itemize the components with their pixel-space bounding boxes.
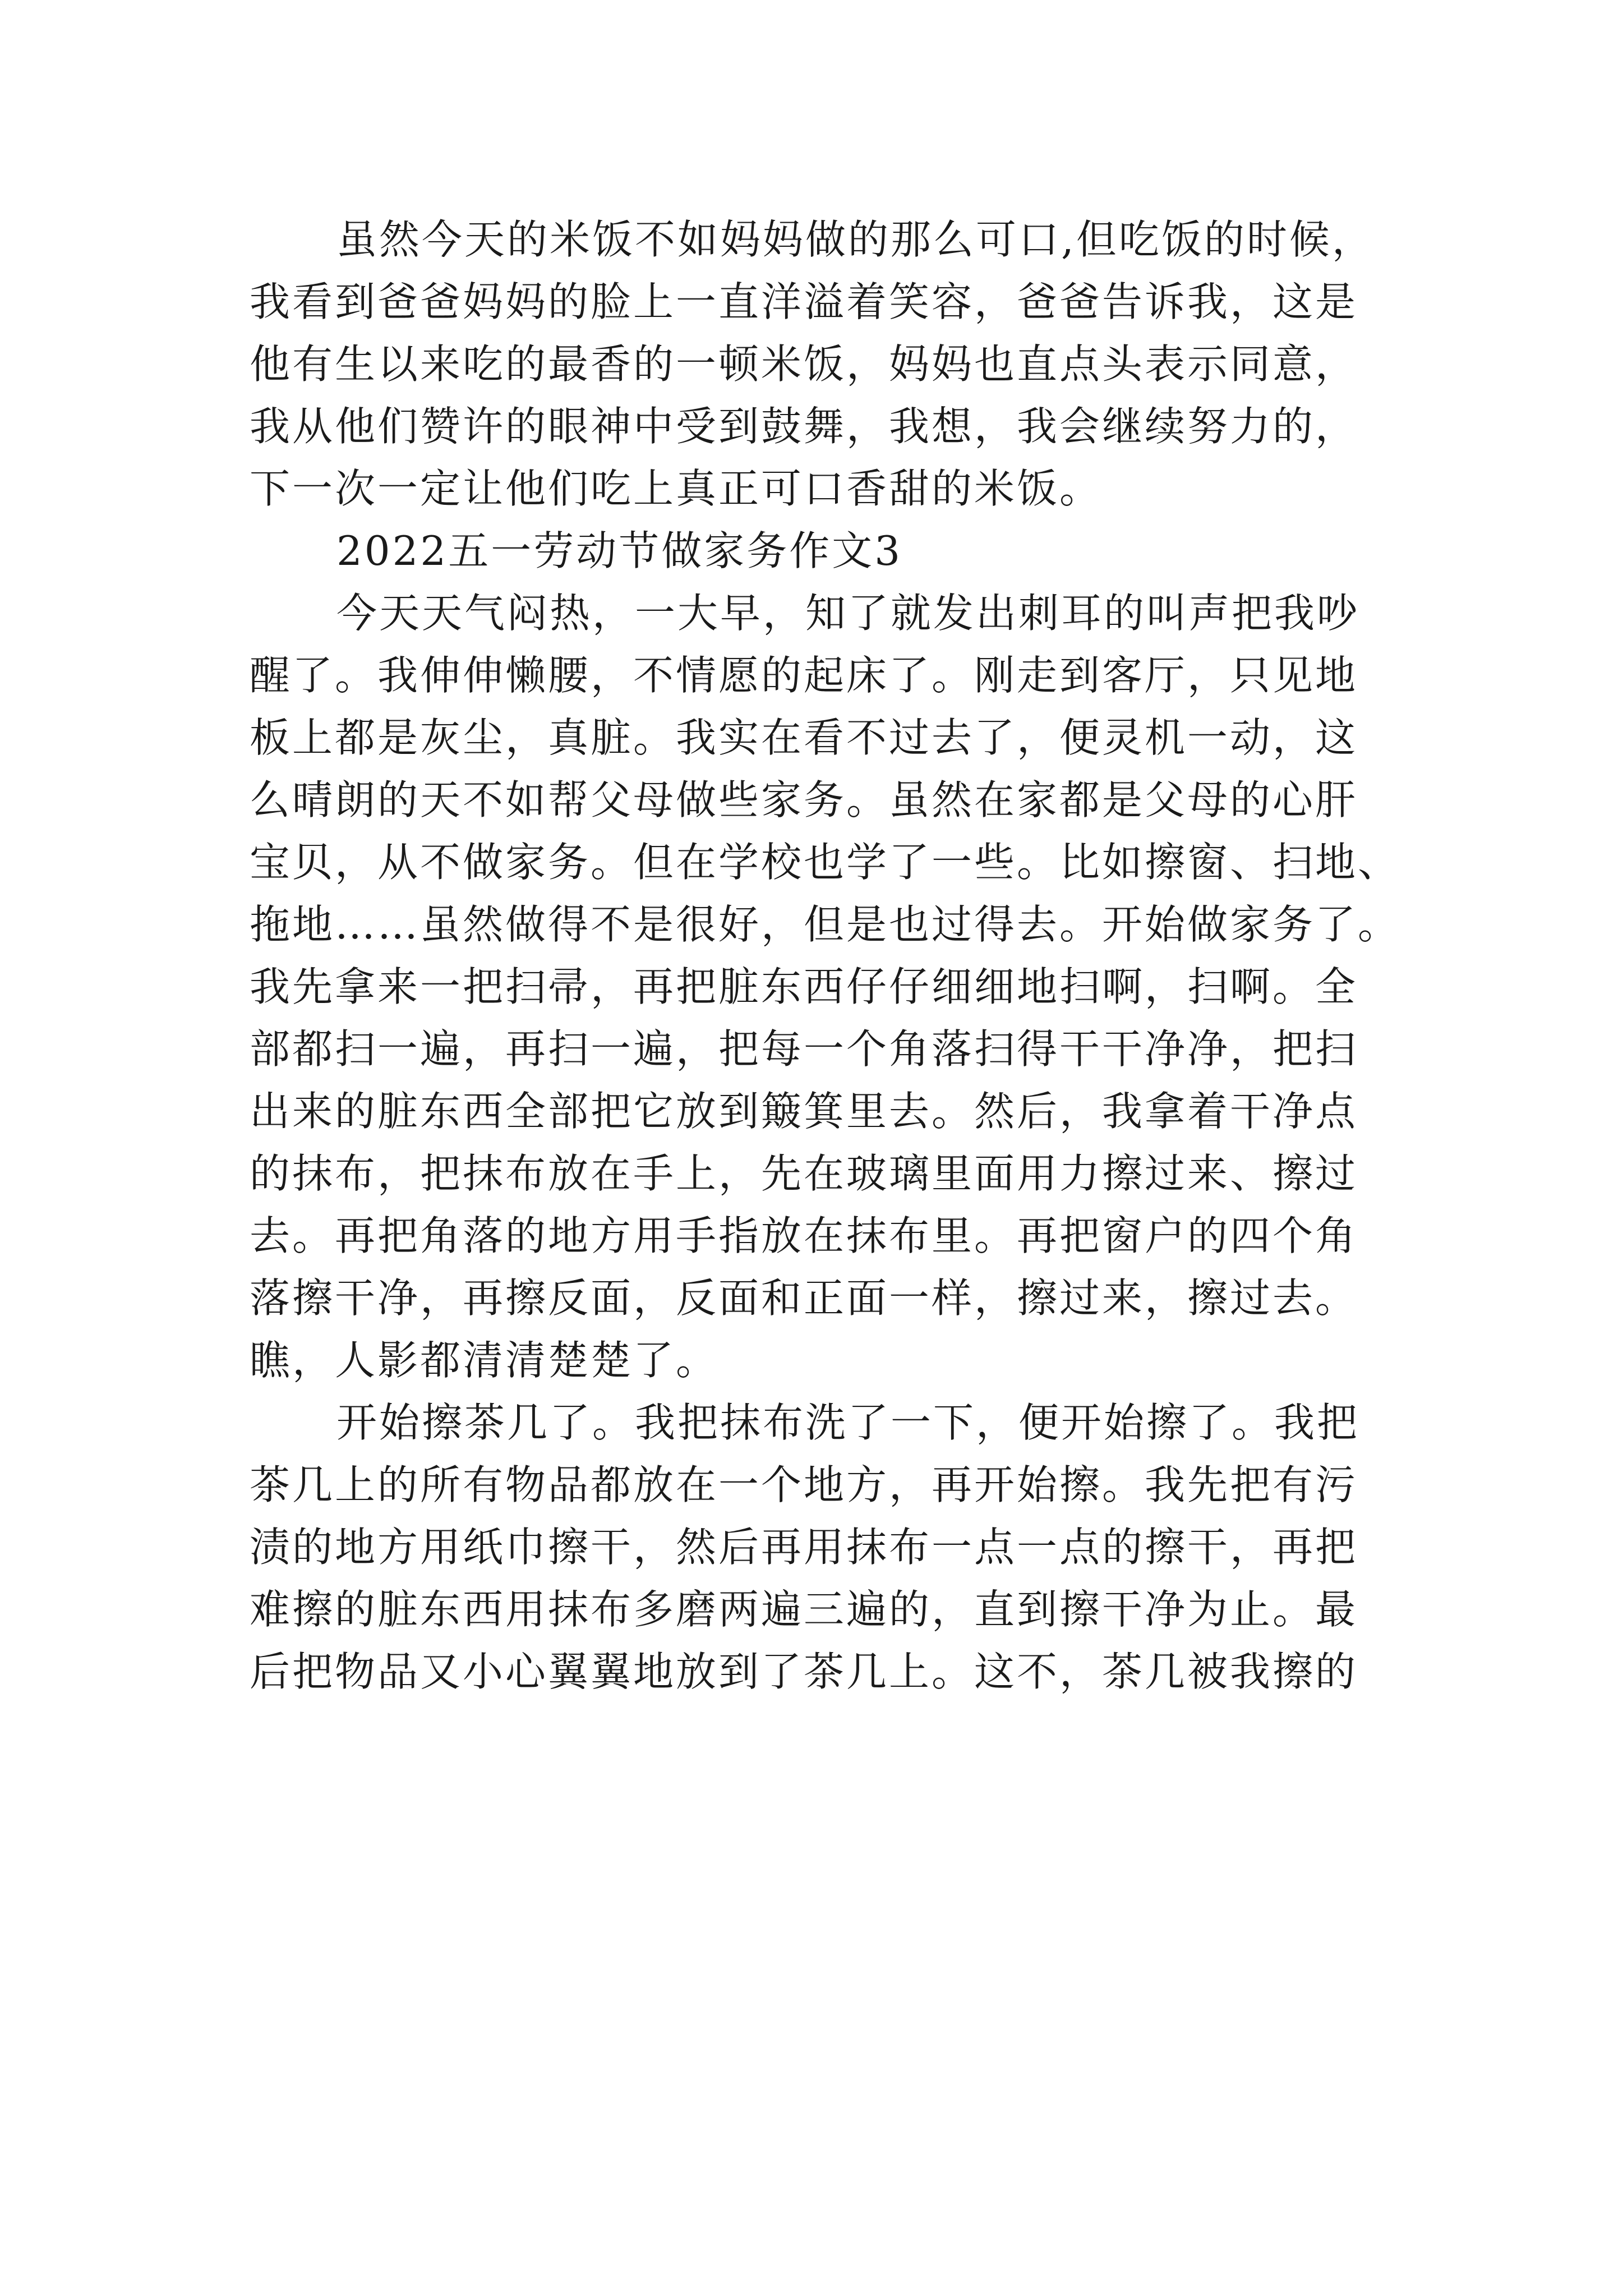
text-line: 我看到爸爸妈妈的脸上一直洋溢着笑容，爸爸告诉我，这是 — [250, 278, 1358, 325]
text-line: 醒了。我伸伸懒腰，不情愿的起床了。刚走到客厅，只见地 — [250, 652, 1358, 699]
text-line: 我先拿来一把扫帚，再把脏东西仔仔细细地扫啊，扫啊。全 — [250, 963, 1358, 1010]
text-line: 茶几上的所有物品都放在一个地方，再开始擦。我先把有污 — [250, 1461, 1358, 1508]
text-line: 他有生以来吃的最香的一顿米饭，妈妈也直点头表示同意， — [250, 341, 1358, 388]
text-line: 落擦干净，再擦反面，反面和正面一样，擦过来，擦过去。 — [250, 1274, 1358, 1322]
text-line: 下一次一定让他们吃上真正可口香甜的米饭。 — [250, 465, 1103, 512]
text-line: 去。再把角落的地方用手指放在抹布里。再把窗户的四个角 — [250, 1212, 1358, 1259]
text-line: 难擦的脏东西用抹布多磨两遍三遍的，直到擦干净为止。最 — [250, 1586, 1358, 1633]
text-line: 板上都是灰尘，真脏。我实在看不过去了，便灵机一动，这 — [250, 714, 1358, 761]
text-line: 开始擦茶几了。我把抹布洗了一下，便开始擦了。我把 — [336, 1399, 1360, 1446]
text-line: 我从他们赞许的眼神中受到鼓舞，我想，我会继续努力的， — [250, 403, 1358, 450]
text-line: 宝贝，从不做家务。但在学校也学了一些。比如擦窗、扫地、 — [250, 839, 1401, 886]
text-line: 虽然今天的米饭不如妈妈做的那么可口,但吃饭的时候， — [336, 216, 1375, 263]
text-line: 拖地……虽然做得不是很好，但是也过得去。开始做家务了。 — [250, 901, 1401, 948]
text-line: 瞧，人影都清清楚楚了。 — [250, 1337, 719, 1384]
text-line: 出来的脏东西全部把它放到簸箕里去。然后，我拿着干净点 — [250, 1088, 1358, 1135]
document-body — [250, 209, 1401, 1703]
text-line: 今天天气闷热，一大早，知了就发出刺耳的叫声把我吵 — [336, 590, 1360, 637]
text-line: 部都扫一遍，再扫一遍，把每一个角落扫得干干净净，把扫 — [250, 1025, 1358, 1073]
text-line: 的抹布，把抹布放在手上，先在玻璃里面用力擦过来、擦过 — [250, 1150, 1358, 1197]
text-line: 渍的地方用纸巾擦干，然后再用抹布一点一点的擦干，再把 — [250, 1524, 1358, 1571]
text-line: 后把物品又小心翼翼地放到了茶几上。这不，茶几被我擦的 — [250, 1648, 1358, 1695]
section-heading: 2022五一劳动节做家务作文3 — [336, 527, 903, 574]
text-line: 么晴朗的天不如帮父母做些家务。虽然在家都是父母的心肝 — [250, 776, 1358, 823]
